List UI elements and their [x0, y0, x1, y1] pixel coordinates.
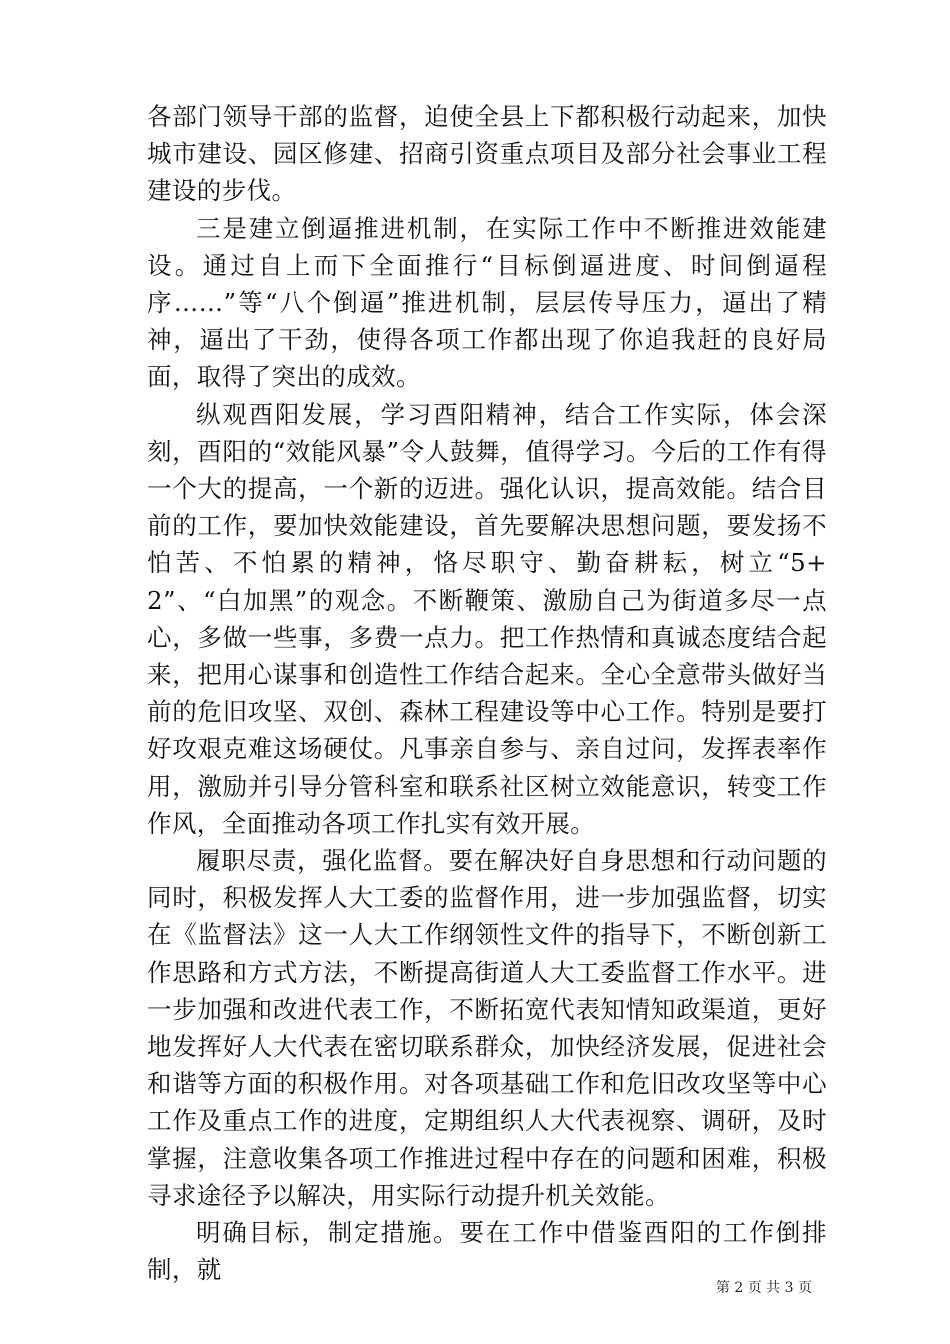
document-body: [147, 98, 827, 1289]
paragraph-reflection: 纵观酉阳发展，学习酉阳精神，结合工作实际，体会深刻，酉阳的“效能风暴”令人鼓舞，值得学习。今后的工作有得一个大的提高，一个新的迈进。强化认识，提高效能。结合目前的工作，要加快效能建设，首先要解决思想问题，要发扬不怕苦、不怕累的精神，恪尽职守、勤奋耕耘，树立“5+2”、“白加黑”的观念。不断鞭策、激励自己为街道多尽一点心，多做一些事，多费一点力。把工作热情和真诚态度结合起来，把用心谋事和创造性工作结合起来。全心全意带头做好当前的危旧攻坚、双创、森林工程建设等中心工作。特别是要打好攻艰克难这场硬仗。凡事亲自参与、亲自过问，发挥表率作用，激励并引导分管科室和联系社区树立效能意识，转变工作作风，全面推动各项工作扎实有效开展。: [147, 399, 827, 838]
paragraph-supervision: 履职尽责，强化监督。要在解决好自身思想和行动问题的同时，积极发挥人大工委的监督作用，进一步加强监督，切实在《监督法》这一人大工作纲领性文件的指导下，不断创新工作思路和方式方法，不断提高街道人大工委监督工作水平。进一步加强和改进代表工作，不断拓宽代表知情知政渠道，更好地发挥好人大代表在密切联系群众，加快经济发展，促进社会和谐等方面的积极作用。对各项基础工作和危旧改攻坚等中心工作及重点工作的进度，定期组织人大代表视察、调研，及时掌握，注意收集各项工作推进过程中存在的问题和困难，积极寻求途径予以解决，用实际行动提升机关效能。: [147, 846, 827, 1210]
page-number-footer: 第 2 页 共 3 页: [715, 1280, 812, 1296]
paragraph-continuation: 各部门领导干部的监督，迫使全县上下都积极行动起来，加快城市建设、园区修建、招商引资重点项目及部分社会事业工程建设的步伐。: [147, 102, 827, 206]
paragraph-goals: 明确目标，制定措施。要在工作中借鉴酉阳的工作倒排制，就: [147, 1218, 827, 1285]
paragraph-mechanism: 三是建立倒逼推进机制，在实际工作中不断推进效能建设。通过自上而下全面推行“目标倒逼进度、时间倒逼程序……”等“八个倒逼”推进机制，层层传导压力，逼出了精神，逼出了干劲，使得各项工作都出现了你追我赶的良好局面，取得了突出的成效。: [147, 213, 827, 392]
